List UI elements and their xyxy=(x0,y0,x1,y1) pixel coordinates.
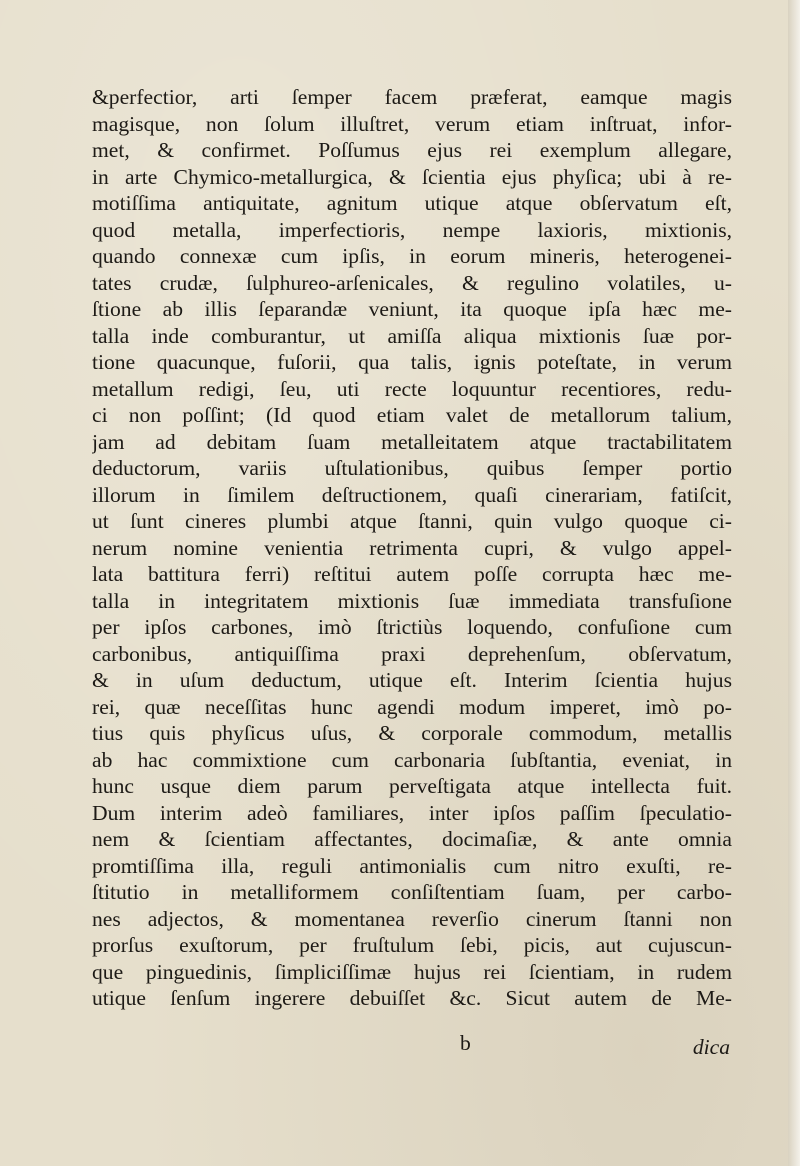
text-line-8: tates crudæ, ſulphureo-arſenicales, & regulino volatiles, u- xyxy=(92,270,732,295)
text-line-21: per ipſos carbones, imò ſtrictiùs loquendo, confuſione cum xyxy=(92,615,732,639)
text-line-34: que pinguedinis, ſimpliciſſimæ hujus rei ſcientiam, in rudem xyxy=(92,959,732,984)
text-line-14: jam ad debitam ſuam metalleitatem atque tractabilitatem xyxy=(92,429,732,454)
catchword: dica xyxy=(692,1035,730,1059)
text-line-27: hunc usque diem parum perveſtigata atque intellecta fuit. xyxy=(92,774,732,798)
text-line-29: nem & ſcientiam affectantes, docimaſiæ, & ante omnia xyxy=(92,827,732,851)
text-line-26: ab hac commixtione cum carbonaria ſubſtantia, eveniat, in xyxy=(92,747,732,772)
page-edge xyxy=(788,0,800,1166)
text-line-16: illorum in ſimilem deſtructionem, quaſi cinerariam, fatiſcit, xyxy=(92,482,732,507)
text-line-28: Dum interim adeò familiares, inter ipſos paſſim ſpeculatio- xyxy=(92,800,732,825)
signature-mark: b xyxy=(460,1031,471,1055)
text-line-6: quod metalla, imperfectioris, nempe laxioris, mixtionis, xyxy=(92,217,732,242)
text-line-31: ſtitutio in metalliformem conſiſtentiam ſuam, per carbo- xyxy=(92,880,732,904)
text-line-23: & in uſum deductum, utique eſt. Interim ſcientia hujus xyxy=(92,668,732,692)
text-line-10: talla inde comburantur, ut amiſſa aliqua mixtionis ſuæ por- xyxy=(92,323,732,348)
page-footer xyxy=(92,1031,732,1061)
text-line-15: deductorum, variis uſtulationibus, quibus ſemper portio xyxy=(92,456,732,480)
text-line-32: nes adjectos, & momentanea reverſio cinerum ſtanni non xyxy=(92,906,732,931)
text-line-30: promtiſſima illa, reguli antimonialis cum nitro exuſti, re- xyxy=(92,853,732,878)
text-line-3: met, & confirmet. Poſſumus ejus rei exemplum allegare, xyxy=(92,138,732,162)
text-line-5: motiſſima antiquitate, agnitum utique atque obſervatum eſt, xyxy=(92,191,732,215)
text-line-17: ut ſunt cineres plumbi atque ſtanni, quin vulgo quoque ci- xyxy=(92,509,732,533)
text-line-7: quando connexæ cum ipſis, in eorum mineris, heterogenei- xyxy=(92,244,732,268)
text-line-12: metallum redigi, ſeu, uti recte loquuntur recentiores, redu- xyxy=(92,376,732,401)
text-line-4: in arte Chymico-metallurgica, & ſcientia ejus phyſica; ubi à re- xyxy=(92,164,732,189)
text-line-22: carbonibus, antiquiſſima praxi deprehenſum, obſervatum, xyxy=(92,641,732,666)
text-line-18: nerum nomine venientia retrimenta cupri, & vulgo appel- xyxy=(92,535,732,560)
text-line-9: ſtione ab illis ſeparandæ veniunt, ita quoque ipſa hæc me- xyxy=(92,297,732,321)
text-line-2: magisque, non ſolum illuſtret, verum etiam inſtruat, infor- xyxy=(92,111,732,136)
text-line-19: lata battitura ferri) reſtitui autem poſſe corrupta hæc me- xyxy=(92,562,732,586)
text-line-25: tius quis phyſicus uſus, & corporale commodum, metallis xyxy=(92,721,732,745)
text-line-24: rei, quæ neceſſitas hunc agendi modum imperet, imò po- xyxy=(92,694,732,719)
text-line-11: tione quacunque, fuſorii, qua talis, ignis poteſtate, in verum xyxy=(92,350,732,374)
text-line-33: prorſus exuſtorum, per fruſtulum ſebi, picis, aut cujuscun- xyxy=(92,933,732,957)
text-line-35: utique ſenſum ingerere debuiſſet &c. Sicut autem de Me- xyxy=(92,986,732,1010)
text-line-1: &perfectior, arti ſemper facem præferat, eamque magis xyxy=(92,85,732,109)
text-line-20: talla in integritatem mixtionis ſuæ immediata transfuſione xyxy=(92,588,732,613)
text-line-13: ci non poſſint; (Id quod etiam valet de metallorum talium, xyxy=(92,403,732,427)
body-text xyxy=(92,84,732,1012)
